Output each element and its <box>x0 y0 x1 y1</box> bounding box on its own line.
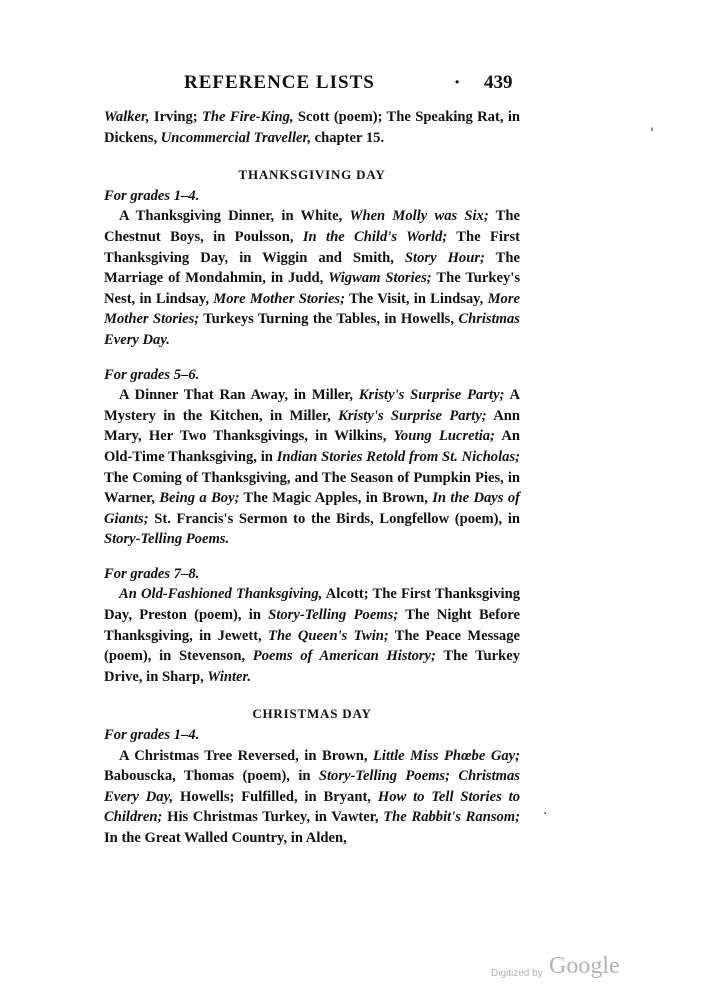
book-title: More Mother Stories; <box>213 290 345 307</box>
page-number: 439 <box>484 72 513 93</box>
reading-list-paragraph <box>104 584 520 687</box>
text-run: His Christmas Turkey, in Vawter, <box>162 809 384 826</box>
reading-list-paragraph <box>104 385 520 550</box>
grade-label: For grades 1–4. <box>104 727 200 744</box>
book-title: Christmas Every Day, <box>104 768 520 805</box>
running-header <box>184 72 524 98</box>
watermark-prefix: Digitized by <box>491 968 543 979</box>
book-title: Story-Telling Poems; <box>268 607 399 624</box>
book-title: Christmas Every Day. <box>104 311 520 348</box>
text-run: The Turkey's Nest, in Lindsay, <box>104 270 520 307</box>
text-run: In the Great Walled Country, in Alden, <box>104 830 347 846</box>
text-run: Babouscka, Thomas (poem), in <box>104 768 319 785</box>
book-title: Kristy's Surprise Party; <box>338 407 487 424</box>
text-run: A Thanksgiving Dinner, in White, <box>119 208 350 225</box>
text-run: A Christmas Tree Reversed, in Brown, <box>119 747 373 764</box>
text-run: The Peace Message (poem), in Stevenson, <box>104 627 520 665</box>
continued-paragraph <box>104 107 520 148</box>
text-run: The Turkey Drive, in Sharp, <box>104 648 520 685</box>
text-run: Turkeys Turning the Tables, in Howells, <box>199 311 459 328</box>
text-run: The Coming of Thanksgiving, and The Season of Pumpkin Pies, in Warner, <box>104 469 520 507</box>
margin-mark: · <box>543 806 548 822</box>
page-body <box>104 107 520 849</box>
reading-list-paragraph <box>104 746 520 849</box>
book-title: Uncommercial Traveller, <box>160 129 311 146</box>
book-title: Young Lucretia; <box>393 428 495 445</box>
book-title: In the Days of Giants; <box>104 490 520 527</box>
book-title: An Old-Fashioned Thanksgiving, <box>119 586 323 603</box>
grade-label: For grades 1–4. <box>104 187 200 204</box>
book-title: When Molly was Six; <box>349 208 489 225</box>
book-title: The Queen's Twin; <box>268 627 389 644</box>
grade-label: For grades 7–8. <box>104 565 200 582</box>
book-title: Being a Boy; <box>159 490 240 507</box>
text-run: The Night Before Thanksgiving, in Jewett, <box>104 607 520 644</box>
book-title: The Rabbit's Ransom; <box>383 809 521 826</box>
text-run: chapter 15. <box>311 129 385 146</box>
text-run: Alcott; The First Thanksgiving Day, Preston (poem), in <box>104 586 520 624</box>
book-title: More Mother Stories; <box>104 290 520 328</box>
book-title: Indian Stories Retold from St. Nicholas; <box>276 448 520 465</box>
book-title: Wigwam Stories; <box>328 270 432 287</box>
text-run: The Chestnut Boys, in Poulsson, <box>104 208 520 245</box>
google-logo: Google <box>549 953 620 979</box>
book-title: Walker, <box>104 109 150 125</box>
book-title: The Fire-King, <box>202 109 294 125</box>
digitized-watermark <box>491 955 651 985</box>
text-run: The Visit, in Lindsay, <box>344 290 488 307</box>
text-run: Irving; <box>149 109 203 125</box>
text-run: A Mystery in the Kitchen, in Miller, <box>104 387 520 424</box>
book-title: Little Miss Phœbe Gay; <box>373 747 520 764</box>
text-run: Ann Mary, Her Two Thanksgivings, in Wilkins, <box>104 407 521 445</box>
margin-mark: ' <box>650 126 654 142</box>
book-title: Story Hour; <box>404 249 485 266</box>
book-title: Story-Telling Poems. <box>104 531 230 548</box>
header-separator: · <box>454 72 461 93</box>
book-title: Story-Telling Poems; <box>318 768 450 785</box>
text-run: The First Thanksgiving Day, in Wiggin and Smith, <box>104 228 520 266</box>
text-run: Howells; Fulfilled, in Bryant, <box>173 788 378 805</box>
running-title: REFERENCE LISTS <box>184 72 375 93</box>
text-run: Scott (poem); The Speaking Rat, in Dickens, <box>104 109 520 146</box>
book-title: How to Tell Stories to Children; <box>104 788 520 826</box>
grade-label: For grades 5–6. <box>104 366 200 383</box>
book-title: Poems of American History; <box>252 648 436 665</box>
text-run: The Marriage of Mondahmin, in Judd, <box>104 249 520 287</box>
text-run: A Dinner That Ran Away, in Miller, <box>119 387 359 404</box>
text-run: The Magic Apples, in Brown, <box>239 490 433 507</box>
book-title: Winter. <box>207 668 252 685</box>
book-title: In the Child's World; <box>302 228 448 245</box>
section-heading-thanksgiving: THANKSGIVING DAY <box>238 167 386 183</box>
section-heading-christmas: CHRISTMAS DAY <box>252 706 372 722</box>
reading-list-paragraph <box>104 206 520 350</box>
text-run: An Old-Time Thanksgiving, in <box>104 428 520 465</box>
text-run: St. Francis's Sermon to the Birds, Longfellow (poem), in <box>148 510 520 527</box>
book-title: Kristy's Surprise Party; <box>358 387 505 404</box>
